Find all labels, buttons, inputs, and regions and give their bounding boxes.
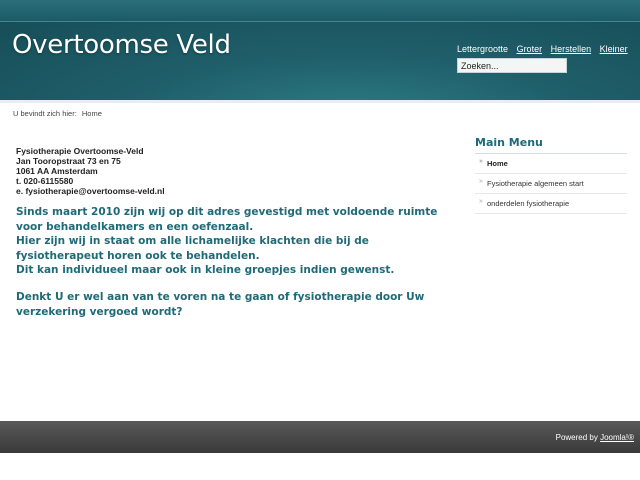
font-size-controls	[457, 44, 634, 54]
breadcrumb-prefix: U bevindt zich hier:	[13, 109, 77, 118]
site-title[interactable]: Overtoomse Veld	[12, 30, 231, 60]
intro-text	[16, 205, 456, 278]
address-line: e. fysiotherapie@overtoomse-veld.nl	[16, 186, 165, 196]
contact-address	[16, 146, 165, 196]
powered-by-label: Powered by	[555, 433, 598, 442]
intro-paragraph: Dit kan individueel maar ook in kleine groepjes indien gewenst.	[16, 264, 395, 276]
header-divider	[0, 100, 640, 103]
menu-list	[475, 154, 627, 214]
breadcrumb	[13, 109, 102, 118]
address-line: Fysiotherapie Overtoomse-Veld	[16, 146, 144, 156]
top-strip	[0, 0, 640, 22]
font-smaller-link[interactable]: Kleiner	[599, 44, 628, 54]
insurance-question: Denkt U er wel aan van te voren na te gaan of fysiotherapie door Uw verzekering vergoed wordt?	[16, 291, 425, 318]
font-bigger-link[interactable]: Groter	[516, 44, 543, 54]
site-footer	[0, 421, 640, 453]
font-reset-link[interactable]: Herstellen	[550, 44, 592, 54]
intro-paragraph: Hier zijn wij in staat om alle lichamelijke klachten die bij de fysiotherapeut horen ook te behandelen.	[16, 235, 369, 262]
joomla-link[interactable]: Joomla!®	[600, 433, 634, 442]
powered-by	[556, 433, 634, 442]
address-line: Jan Tooropstraat 73 en 75	[16, 156, 121, 166]
font-size-label: Lettergrootte	[457, 44, 509, 54]
search-input[interactable]	[457, 58, 567, 73]
menu-item-onderdelen[interactable]: » onderdelen fysiotherapie	[475, 194, 627, 214]
menu-item-home[interactable]: » Home	[475, 154, 627, 174]
breadcrumb-current: Home	[81, 109, 102, 118]
intro-paragraph: Sinds maart 2010 zijn wij op dit adres gevestigd met voldoende ruimte voor behandelkamers en een oefenzaal.	[16, 206, 438, 233]
menu-item-fysiotherapie-algemeen[interactable]: » Fysiotherapie algemeen start	[475, 174, 627, 194]
address-line: 1061 AA Amsterdam	[16, 166, 98, 176]
main-menu	[475, 136, 627, 214]
address-line: t. 020-6115580	[16, 176, 74, 186]
main-menu-title: Main Menu	[475, 136, 627, 154]
